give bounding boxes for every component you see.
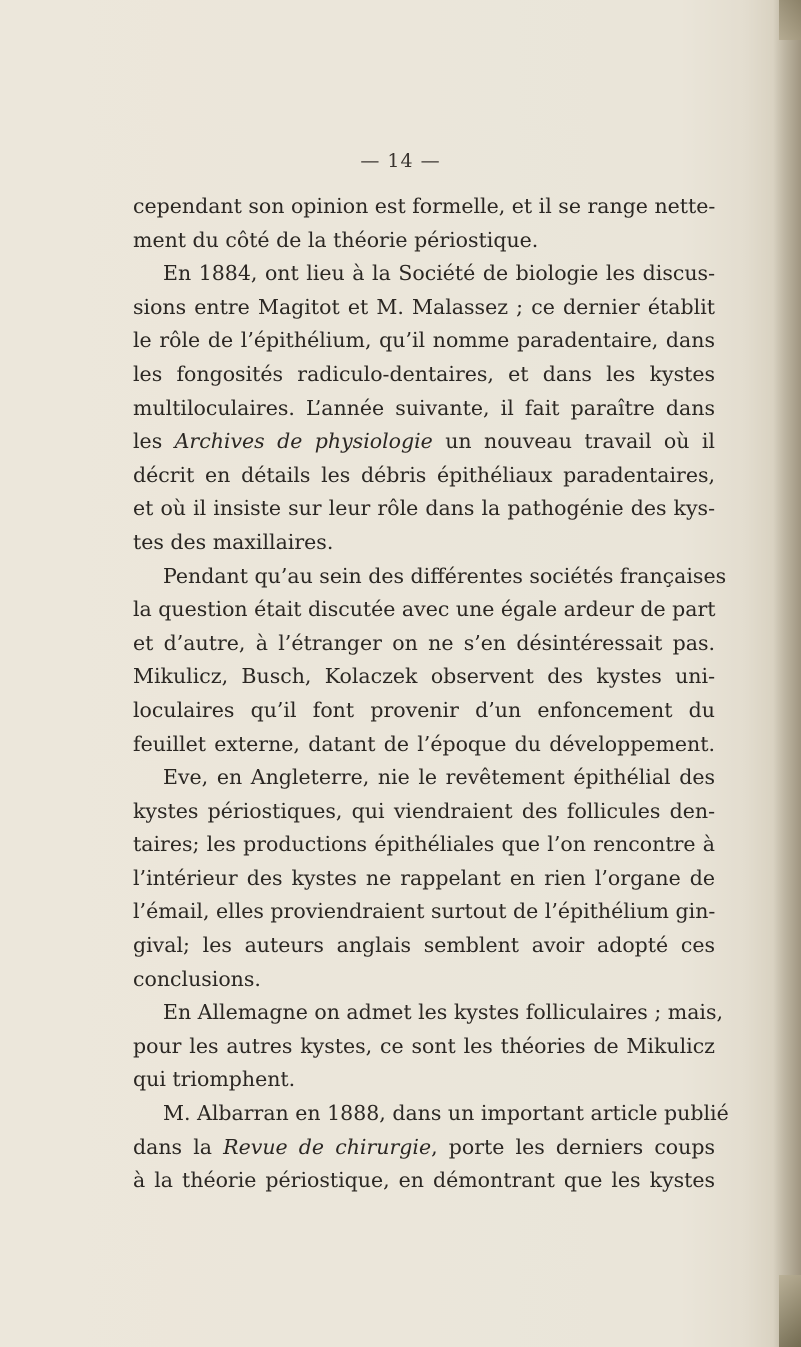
text-line: à la théorie périostique, en démontrant que les kystes [133, 1168, 715, 1193]
italic-title: Revue de chirurgie [223, 1134, 432, 1159]
text-line: ment du côté de la théorie périostique. [133, 227, 539, 252]
text-line: sions entre Magitot et M. Malassez ; ce dernier établit [133, 294, 715, 319]
text-line: l’émail, elles proviendraient surtout de l’épithélium gin- [133, 899, 716, 924]
text-line: Mikulicz, Busch, Kolaczek observent des kystes uni- [133, 664, 715, 689]
page-edge-stain-bottom [779, 1275, 801, 1347]
text-segment: un nouveau travail où il [432, 429, 715, 454]
text-line: la question était discutée avec une égale ardeur de part [133, 597, 716, 622]
text-line: et d’autre, à l’étranger on ne s’en désintéressait pas. [133, 630, 715, 655]
text-line: conclusions. [133, 966, 261, 991]
text-line: pour les autres kystes, ce sont les théories de Mikulicz [133, 1033, 715, 1058]
text-line [133, 425, 715, 459]
text-line: Pendant qu’au sein des différentes sociétés françaises [163, 563, 727, 588]
text-segment: les [133, 429, 175, 454]
text-line: le rôle de l’épithélium, qu’il nomme paradentaire, dans [133, 328, 715, 353]
text-segment: dans la [133, 1134, 224, 1159]
text-line: kystes périostiques, qui viendraient des follicules den- [133, 798, 715, 823]
text-segment: , porte les derniers coups [431, 1134, 715, 1159]
page-number: — 14 — [360, 150, 441, 172]
text-line: tes des maxillaires. [133, 529, 334, 554]
italic-title: Archives de physiologie [174, 429, 433, 454]
text-line: les fongosités radiculo-dentaires, et dans les kystes [133, 361, 715, 386]
text-line: décrit en détails les débris épithéliaux paradentaires, [133, 462, 715, 487]
text-line: multiloculaires. L’année suivante, il fait paraître dans [133, 395, 715, 420]
text-line: feuillet externe, datant de l’époque du développement. [133, 731, 715, 756]
text-line: gival; les auteurs anglais semblent avoir adopté ces [133, 933, 715, 958]
text-line: loculaires qu’il font provenir d’un enfoncement du [133, 697, 715, 722]
body-text [133, 190, 729, 1198]
text-line: Eve, en Angleterre, nie le revêtement épithélial des [163, 765, 715, 790]
text-line: qui triomphent. [133, 1067, 296, 1092]
text-line: En Allemagne on admet les kystes folliculaires ; mais, [163, 1000, 724, 1025]
text-line: taires; les productions épithéliales que l’on rencontre à [133, 832, 715, 857]
text-line: M. Albarran en 1888, dans un important article publié [163, 1101, 729, 1126]
page-edge-shadow [773, 0, 801, 1347]
page-edge-stain-top [779, 0, 801, 40]
text-line: En 1884, ont lieu à la Société de biologie les discus- [163, 261, 715, 286]
text-line: l’intérieur des kystes ne rappelant en rien l’organe de [133, 865, 715, 890]
text-line [133, 1131, 715, 1165]
text-line: cependant son opinion est formelle, et il se range nette- [133, 194, 716, 218]
text-line: et où il insiste sur leur rôle dans la pathogénie des kys- [133, 496, 715, 521]
